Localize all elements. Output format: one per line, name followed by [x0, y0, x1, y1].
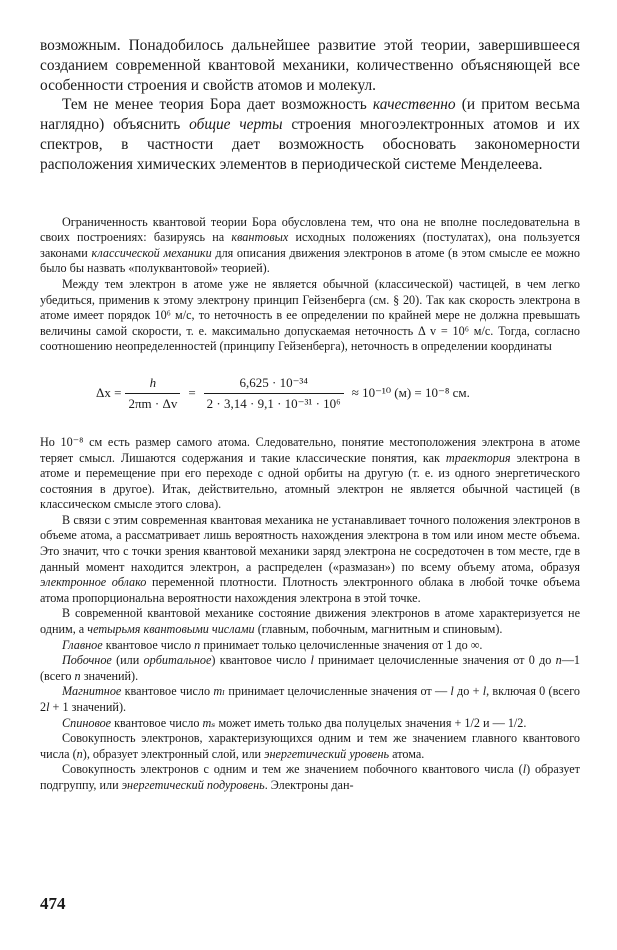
small-paragraph-6	[40, 638, 580, 654]
fraction-2	[204, 375, 344, 412]
page-number: 474	[40, 894, 66, 913]
fraction-1-numerator: h	[149, 374, 157, 390]
text: Тем не менее теория Бора дает возможность	[62, 96, 373, 114]
fraction-1-denominator: 2πm · Δv	[125, 393, 180, 412]
text: Ограниченность квантовой теории Бора обусловлена тем, что она не вполне последовательна в своих построениях: базируясь на	[40, 214, 580, 245]
text: —1 (всего	[40, 653, 581, 683]
symbol: n	[74, 668, 81, 683]
text: электрона в атоме и перемещение при его переходе с одной орбиты на другую (т. е. из одного энергетического состояния в другое). Итак, действительно, атомный электрон не является обычной частицей (в классическом смысле этого слова).	[40, 450, 580, 512]
emphasis: качественно	[372, 96, 456, 114]
text: принимает целочисленные значения от —	[225, 684, 451, 699]
formula-rhs: ≈ 10⁻¹⁰ (м) = 10⁻⁸ см.	[351, 385, 470, 401]
symbol: l	[450, 684, 454, 699]
symbol: l	[522, 762, 527, 777]
text: . Электроны дан-	[264, 777, 354, 792]
text: квантовое число	[121, 684, 214, 699]
symbol: n	[194, 637, 201, 652]
emphasis: общие черты	[189, 116, 283, 134]
emphasis: Магнитное	[62, 684, 122, 699]
symbol: mₗ	[213, 684, 226, 699]
text: , включая 0 (всего 2	[40, 684, 581, 715]
text: В связи с этим современная квантовая механика не устанавливает точного положения электронов в объеме атома, а рассматривает лишь вероятность нахождения электрона в том или ином месте объема. Это значит, что с точки зрения квантовой механики заряд электрона не сосредоточен в том месте, где в данный момент находится электрон, а распределен («размазан») по всему объему атома, образуя	[40, 512, 580, 574]
text: (главным, побочным, магнитным и спиновым).	[254, 622, 503, 637]
text: (и притом весьма наглядно) объяснить	[40, 96, 580, 134]
small-paragraph-10	[40, 731, 580, 762]
text: Между тем электрон в атоме уже не является обычной (классической) частицей, в чем легко убедиться, применив к этому электрону принцип Гейзенберга (см. § 20). Так как скорость электрона в атоме имеет порядок 10⁶ м/с, то неточность в ее определении по крайней мере не должна превышать величины самой скорости, т. е. максимально допускаемая неточность Δ v = 10⁶ м/с. Тогда, согласно соотношению неопределенностей (принципу Гейзенберга), неточность в определении координаты	[40, 276, 580, 354]
symbol: mₛ	[202, 715, 216, 730]
small-paragraph-4	[40, 513, 580, 607]
text: переменной плотности. Плотность электронного облака в любой точке объема атома пропорциональна вероятности нахождения электрона в этой точке.	[40, 575, 580, 605]
text: возможным. Понадобилось дальнейшее развитие этой теории, завершившееся созданием современной квантовой механики, количественно объясняющей все особенности строения и свойств атомов и молекул.	[40, 37, 580, 94]
emphasis: квантовых	[231, 230, 289, 245]
symbol: l	[310, 653, 314, 668]
fraction-2-denominator: 2 · 3,14 · 9,1 · 10⁻³¹ · 10⁶	[204, 393, 344, 412]
text: для описания движения электронов в атоме (в этом смысле ее можно было бы назвать «полуквантовой» теорией).	[40, 245, 580, 276]
text: ), образует электронный слой, или	[82, 746, 265, 761]
small-paragraph-2	[40, 277, 580, 355]
fraction-2-numerator: 6,625 · 10⁻³⁴	[239, 374, 308, 390]
emphasis: Спиновое	[62, 715, 112, 730]
uncertainty-formula	[40, 367, 580, 425]
text: Но 10⁻⁸ см есть размер самого атома. Следовательно, понятие местоположения электрона в атоме теряет смысл. Лишаются содержания и такие классические понятия, как	[40, 434, 580, 465]
text: квантовое число	[111, 715, 203, 730]
text: ) квантовое число	[211, 653, 311, 668]
small-paragraph-8	[40, 684, 580, 715]
text: атома.	[389, 746, 425, 761]
text: квантовое число	[102, 637, 195, 652]
text: исходных положениях (постулатах), она пользуется законами	[40, 230, 580, 260]
text: Совокупность электронов с одним и тем же значением побочного квантового числа (	[62, 762, 523, 777]
text: В современной квантовой механике состояние движения электронов в атоме характеризуется не одним, а	[40, 606, 580, 637]
text: до +	[453, 684, 483, 699]
emphasis: траектория	[445, 450, 511, 465]
main-text	[40, 36, 580, 175]
symbol: l	[46, 700, 50, 715]
fraction-1	[125, 375, 180, 412]
emphasis: орбитальное	[143, 653, 212, 668]
small-paragraph-11	[40, 762, 580, 793]
emphasis: энергетический подуровень	[121, 777, 265, 792]
small-paragraph-1	[40, 215, 580, 277]
small-print-section	[40, 215, 580, 794]
text: принимает только целочисленные значения от 1 до ∞.	[200, 637, 483, 652]
paragraph-2	[40, 95, 580, 174]
text: может иметь только два полуцелых значения + 1/2 и — 1/2.	[215, 715, 527, 730]
text: + 1 значений).	[49, 700, 127, 715]
text: строения многоэлектронных атомов и их спектров, в частности дает возможность обосновать закономерности расположения химических элементов в периодической системе Менделеева.	[40, 116, 580, 173]
emphasis: Главное	[62, 637, 103, 652]
equals-sign: =	[188, 385, 196, 401]
text: значений).	[80, 668, 139, 683]
text: (или	[111, 653, 144, 668]
emphasis: классической механики	[91, 245, 212, 260]
text: Совокупность электронов, характеризующихся одним и тем же значением главного квантового числа (	[40, 731, 580, 761]
small-paragraph-9	[40, 716, 580, 732]
text: принимает целочисленные значения от 0 до	[313, 653, 556, 668]
paragraph-1	[40, 36, 580, 95]
small-paragraph-3	[40, 435, 580, 513]
small-paragraph-5	[40, 606, 580, 637]
emphasis: четырьмя квантовыми числами	[87, 622, 255, 637]
small-paragraph-7	[40, 653, 580, 684]
text: ) образует подгруппу, или	[40, 762, 580, 792]
symbol: l	[482, 684, 487, 699]
emphasis: электронное облако	[40, 575, 147, 590]
formula-lhs: Δx =	[96, 385, 122, 401]
symbol: n	[76, 746, 83, 761]
symbol: n	[555, 653, 562, 668]
emphasis: Побочное	[62, 653, 112, 668]
page-body	[40, 36, 580, 794]
emphasis: энергетический уровень	[264, 746, 390, 761]
